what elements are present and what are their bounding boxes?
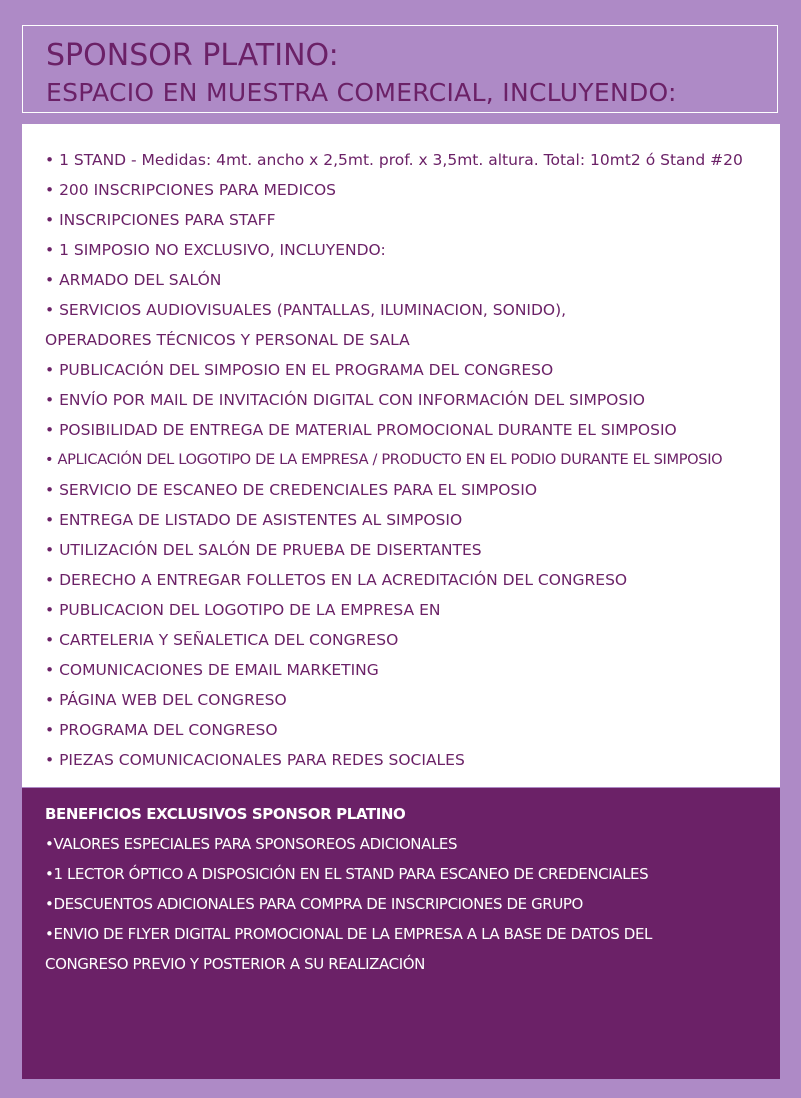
benefit-item: •DESCUENTOS ADICIONALES PARA COMPRA DE INSCRIPCIONES DE GRUPO — [45, 895, 583, 913]
benefits-panel — [22, 788, 780, 1079]
list-item: • 1 STAND - Medidas: 4mt. ancho x 2,5mt. prof. x 3,5mt. altura. Total: 10mt2 ó Stand #20 — [45, 151, 743, 169]
list-item: • SERVICIOS AUDIOVISUALES (PANTALLAS, ILUMINACION, SONIDO), — [45, 301, 567, 319]
list-item: • POSIBILIDAD DE ENTREGA DE MATERIAL PROMOCIONAL DURANTE EL SIMPOSIO — [45, 421, 677, 439]
header-box — [22, 25, 778, 113]
list-item: • 200 INSCRIPCIONES PARA MEDICOS — [45, 181, 337, 199]
list-item: • SERVICIO DE ESCANEO DE CREDENCIALES PARA EL SIMPOSIO — [45, 481, 538, 499]
list-item: • ENVÍO POR MAIL DE INVITACIÓN DIGITAL CON INFORMACIÓN DEL SIMPOSIO — [45, 391, 645, 409]
includes-list — [45, 145, 743, 775]
list-item: • INSCRIPCIONES PARA STAFF — [45, 211, 276, 229]
benefit-item: •ENVIO DE FLYER DIGITAL PROMOCIONAL DE LA EMPRESA A LA BASE DE DATOS DEL — [45, 925, 652, 943]
benefits-title: BENEFICIOS EXCLUSIVOS SPONSOR PLATINO — [45, 805, 406, 823]
list-item: • PIEZAS COMUNICACIONALES PARA REDES SOCIALES — [45, 751, 465, 769]
list-item: • COMUNICACIONES DE EMAIL MARKETING — [45, 661, 379, 679]
list-item: • APLICACIÓN DEL LOGOTIPO DE LA EMPRESA / PRODUCTO EN EL PODIO DURANTE EL SIMPOSIO — [45, 451, 723, 468]
includes-panel — [22, 124, 780, 787]
benefit-item: •1 LECTOR ÓPTICO A DISPOSICIÓN EN EL STAND PARA ESCANEO DE CREDENCIALES — [45, 865, 649, 883]
list-item: OPERADORES TÉCNICOS Y PERSONAL DE SALA — [45, 331, 410, 349]
page-subtitle: ESPACIO EN MUESTRA COMERCIAL, INCLUYENDO: — [46, 78, 677, 107]
benefits-list — [45, 829, 652, 979]
list-item: • ENTREGA DE LISTADO DE ASISTENTES AL SIMPOSIO — [45, 511, 463, 529]
list-item: • DERECHO A ENTREGAR FOLLETOS EN LA ACREDITACIÓN DEL CONGRESO — [45, 571, 628, 589]
list-item: • 1 SIMPOSIO NO EXCLUSIVO, INCLUYENDO: — [45, 241, 386, 259]
list-item: • PUBLICACIÓN DEL SIMPOSIO EN EL PROGRAMA DEL CONGRESO — [45, 361, 554, 379]
list-item: • UTILIZACIÓN DEL SALÓN DE PRUEBA DE DISERTANTES — [45, 541, 482, 559]
benefit-item: CONGRESO PREVIO Y POSTERIOR A SU REALIZACIÓN — [45, 955, 425, 973]
list-item: • PUBLICACION DEL LOGOTIPO DE LA EMPRESA EN — [45, 601, 441, 619]
list-item: • CARTELERIA Y SEÑALETICA DEL CONGRESO — [45, 631, 399, 649]
page-title: SPONSOR PLATINO: — [46, 38, 339, 73]
list-item: • PROGRAMA DEL CONGRESO — [45, 721, 278, 739]
benefit-item: •VALORES ESPECIALES PARA SPONSOREOS ADICIONALES — [45, 835, 458, 853]
list-item: • PÁGINA WEB DEL CONGRESO — [45, 691, 287, 709]
list-item: • ARMADO DEL SALÓN — [45, 271, 222, 289]
